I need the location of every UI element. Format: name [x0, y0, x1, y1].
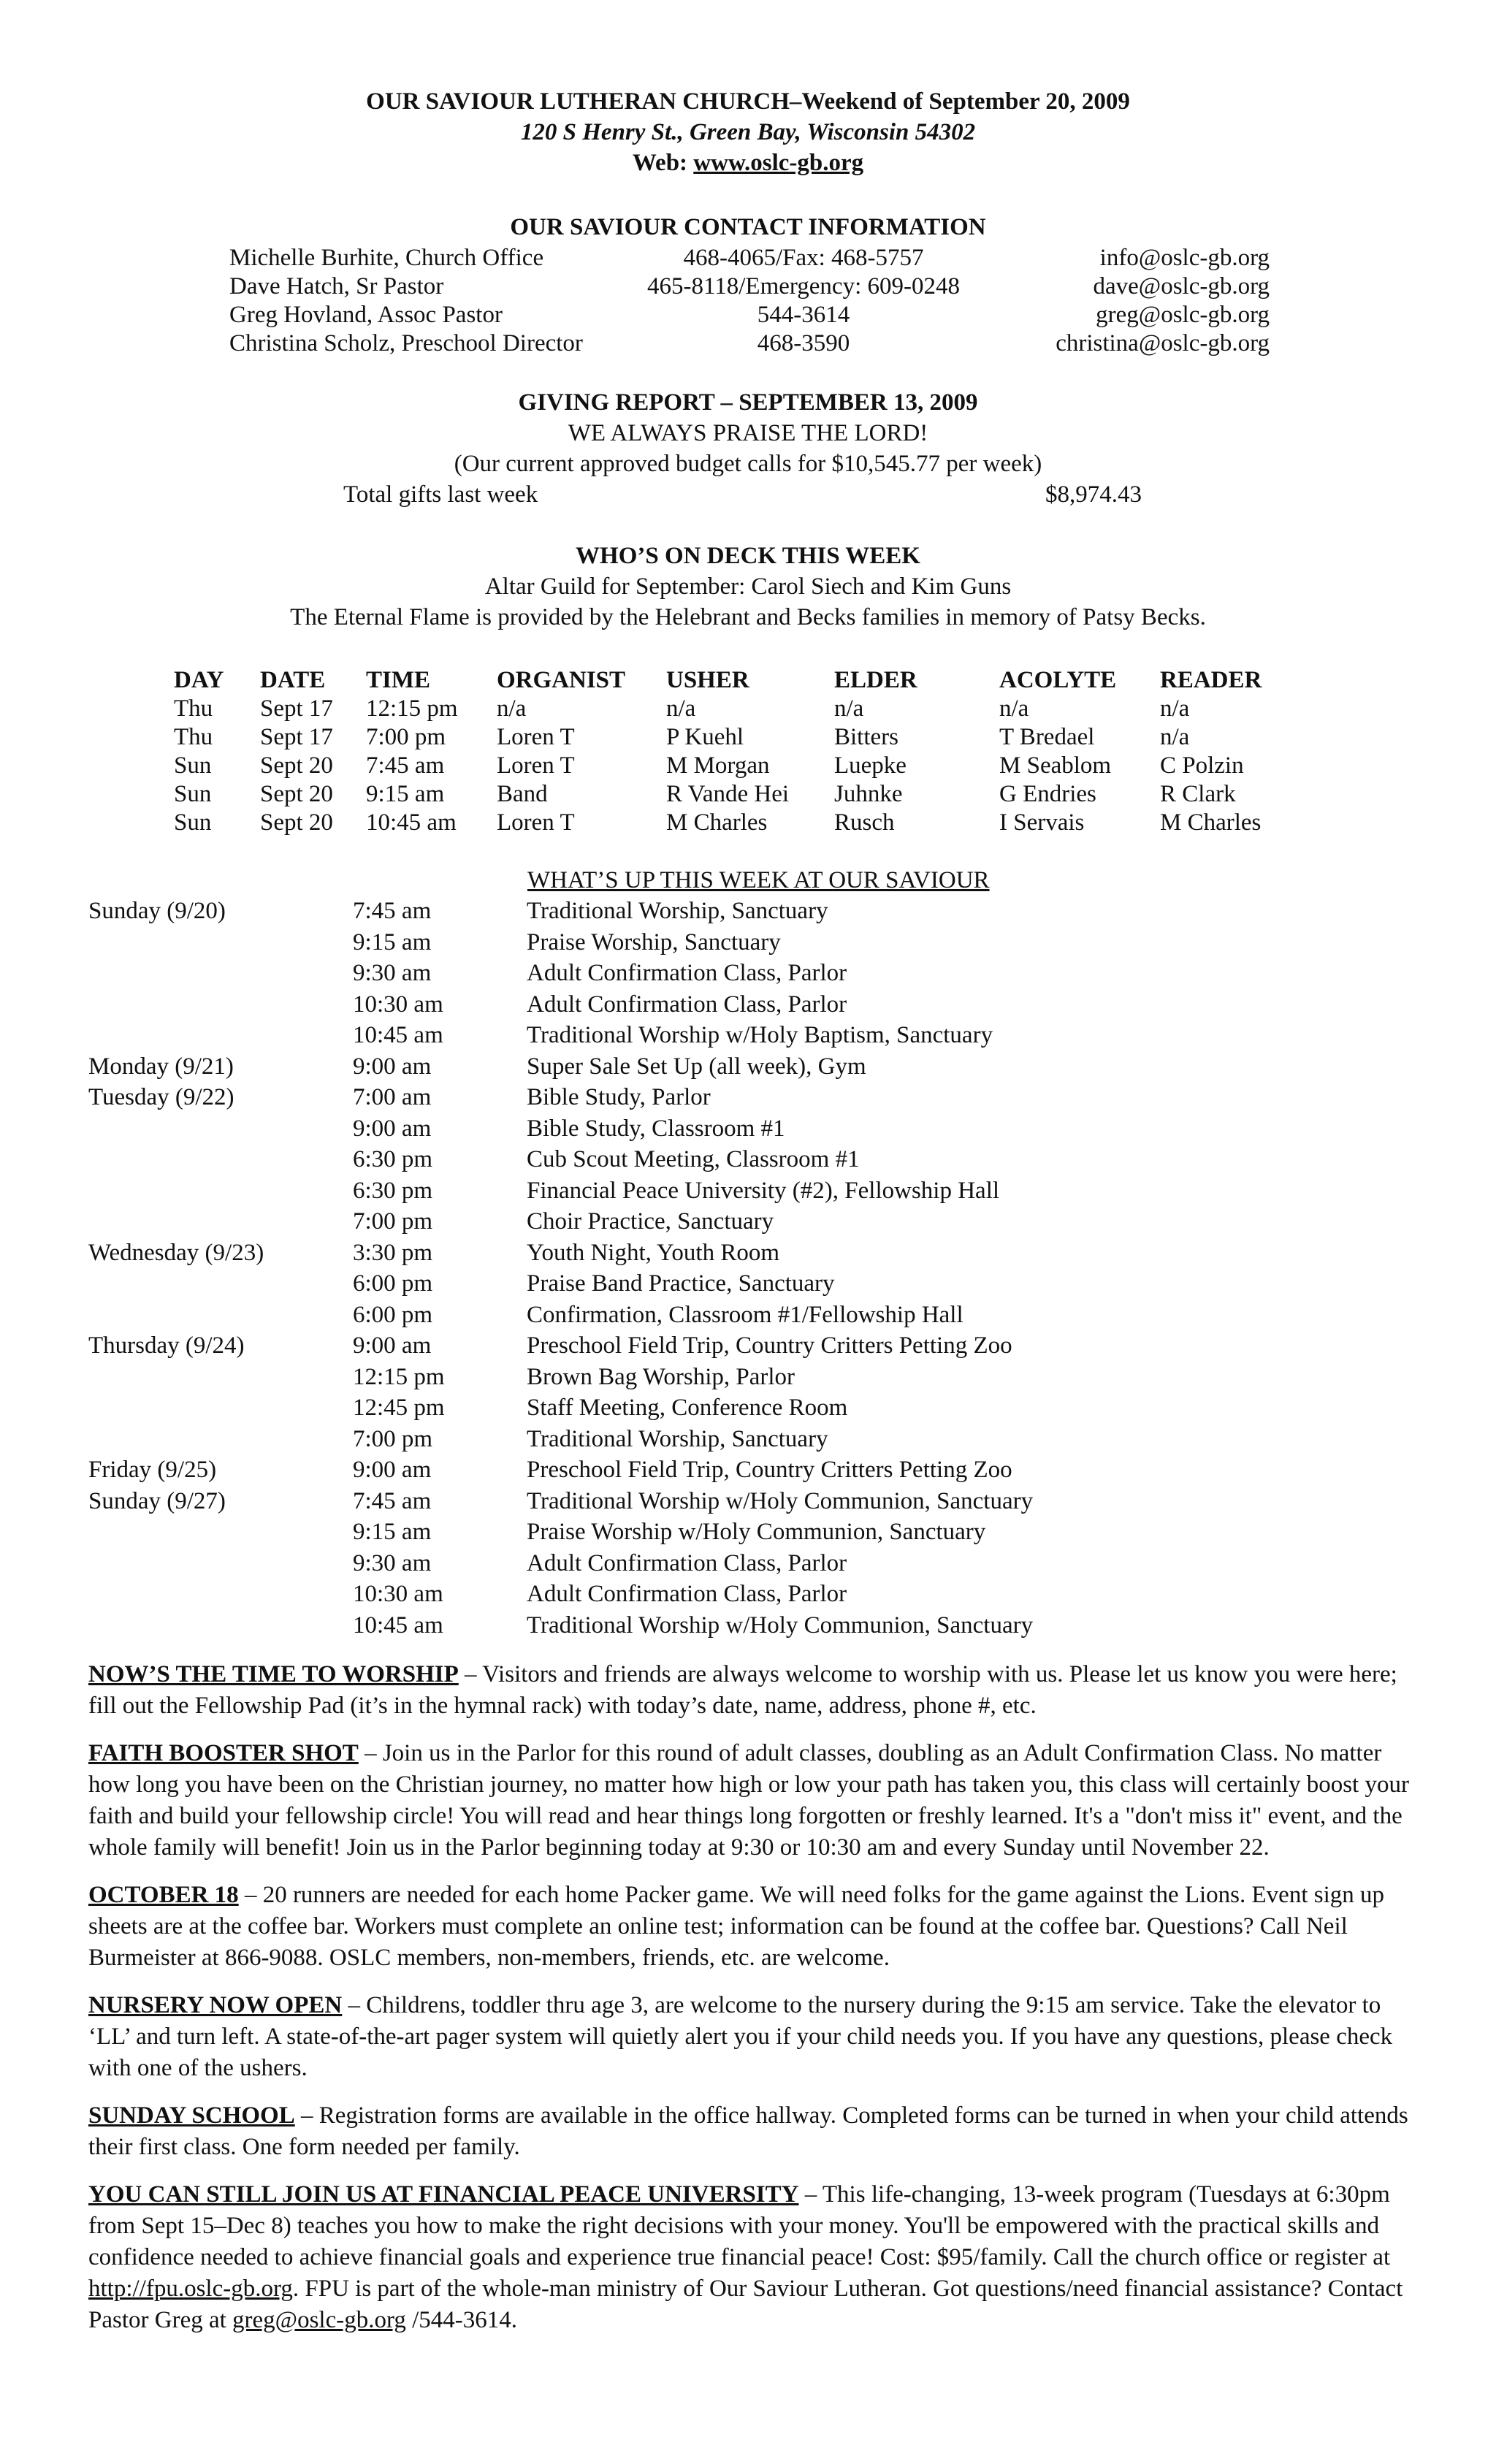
contact-name: Greg Hovland, Assoc Pastor: [229, 302, 503, 328]
schedule-time: 6:30 pm: [353, 1146, 433, 1172]
schedule-day: Sunday (9/20): [88, 898, 226, 924]
col-header: ACOLYTE: [999, 667, 1117, 693]
website-label: Web:: [632, 150, 694, 176]
contact-email[interactable]: dave@oslc-gb.org: [1093, 273, 1270, 300]
church-address: 120 S Henry St., Green Bay, Wisconsin 54302: [520, 119, 976, 145]
schedule-day: Wednesday (9/23): [88, 1239, 264, 1266]
schedule-time: 6:00 pm: [353, 1270, 433, 1297]
col-header: DAY: [174, 667, 224, 693]
fpu-link[interactable]: http://fpu.oslc-gb.org: [88, 2276, 293, 2302]
giving-title: GIVING REPORT – SEPTEMBER 13, 2009: [518, 389, 978, 416]
announcement-heading: SUNDAY SCHOOL: [88, 2102, 295, 2129]
schedule-time: 9:00 am: [353, 1115, 432, 1142]
announcement-october: [88, 1880, 1414, 1974]
contact-row: [0, 329, 1496, 358]
on-deck-section: [0, 541, 1496, 633]
table-cell: R Vande Hei: [666, 781, 790, 807]
col-header: READER: [1160, 667, 1262, 693]
announcement-body: – 20 runners are needed for each home Packer game. We will need folks for the game against the Lions. Event sign up sheets are at the coffee bar. Workers must complete an online test; information can be found at the coffee bar. Questions? Call Neil Burmeister at 866-9088. OSLC members, non-members, friends, etc. are welcome.: [88, 1882, 1384, 1971]
contact-section: [0, 212, 1496, 358]
schedule-time: 9:15 am: [353, 1519, 432, 1545]
table-cell: R Clark: [1160, 781, 1236, 807]
website-link[interactable]: www.oslc-gb.org: [693, 150, 864, 176]
pastor-email-link[interactable]: greg@oslc-gb.org: [232, 2307, 406, 2333]
eternal-flame: The Eternal Flame is provided by the Helebrant and Becks families in memory of Patsy Becks.: [290, 604, 1206, 630]
table-cell: Thu: [174, 695, 213, 722]
announcement-body: – Childrens, toddler thru age 3, are welcome to the nursery during the 9:15 am service. Take the elevator to ‘LL’ and turn left. A state-of-the-art pager system will quietly alert you if your child needs you. If you have any questions, please check with one of the ushers.: [88, 1992, 1393, 2081]
schedule-event: Bible Study, Classroom #1: [527, 1115, 785, 1142]
deck-title: WHO’S ON DECK THIS WEEK: [576, 543, 920, 569]
schedule-time: 9:00 am: [353, 1053, 432, 1080]
schedule-time: 9:00 am: [353, 1457, 432, 1483]
table-cell: Loren T: [497, 809, 575, 836]
contact-phone: 465-8118/Emergency: 609-0248: [646, 273, 960, 300]
table-cell: 7:45 am: [366, 752, 445, 779]
total-gifts-row: [0, 479, 1496, 510]
contact-name: Dave Hatch, Sr Pastor: [229, 273, 444, 300]
announcement-faith-booster: [88, 1738, 1414, 1864]
announcement-worship: [88, 1659, 1414, 1722]
schedule-time: 6:30 pm: [353, 1177, 433, 1204]
schedule-event: Preschool Field Trip, Country Critters Petting Zoo: [527, 1332, 1012, 1359]
schedule-event: Adult Confirmation Class, Parlor: [527, 1549, 847, 1576]
schedule-time: 10:45 am: [353, 1022, 443, 1048]
schedule-event: Staff Meeting, Conference Room: [527, 1395, 848, 1421]
contact-name: Michelle Burhite, Church Office: [229, 245, 544, 271]
contact-email[interactable]: christina@oslc-gb.org: [1056, 330, 1270, 356]
schedule-event: Praise Worship w/Holy Communion, Sanctuary: [527, 1519, 986, 1545]
table-cell: Bitters: [834, 724, 898, 750]
table-cell: Band: [497, 781, 548, 807]
schedule-time: 12:45 pm: [353, 1395, 445, 1421]
table-cell: Loren T: [497, 724, 575, 750]
giving-budget: (Our current approved budget calls for $10,545.77 per week): [454, 451, 1042, 477]
table-cell: Thu: [174, 724, 213, 750]
announcement-heading: NURSERY NOW OPEN: [88, 1992, 343, 2018]
table-cell: Sun: [174, 752, 212, 779]
announcement-sunday-school: [88, 2100, 1414, 2163]
schedule-event: Praise Band Practice, Sanctuary: [527, 1270, 835, 1297]
contact-phone: 468-3590: [757, 330, 850, 356]
table-cell: n/a: [834, 695, 864, 722]
contact-phone: 544-3614: [757, 302, 850, 328]
table-cell: Luepke: [834, 752, 907, 779]
table-cell: Sept 20: [260, 752, 333, 779]
contact-row: [0, 272, 1496, 301]
schedule-time: 7:45 am: [353, 1487, 432, 1514]
schedule-event: Choir Practice, Sanctuary: [527, 1208, 774, 1235]
contact-phone: 468-4065/Fax: 468-5757: [683, 245, 924, 271]
page-title: OUR SAVIOUR LUTHERAN CHURCH–Weekend of September 20, 2009: [366, 88, 1130, 115]
table-cell: Juhnke: [834, 781, 903, 807]
announcement-body: /544-3614.: [405, 2307, 518, 2333]
col-header: ORGANIST: [497, 667, 626, 693]
table-cell: T Bredael: [999, 724, 1095, 750]
announcement-heading: NOW’S THE TIME TO WORSHIP: [88, 1661, 459, 1687]
col-header: DATE: [260, 667, 326, 693]
schedule-time: 12:15 pm: [353, 1363, 445, 1390]
col-header: USHER: [666, 667, 749, 693]
table-cell: Sun: [174, 781, 212, 807]
announcements: [88, 1659, 1414, 2352]
schedule-time: 7:00 pm: [353, 1208, 433, 1235]
table-cell: M Morgan: [666, 752, 770, 779]
table-cell: n/a: [1160, 695, 1190, 722]
table-cell: n/a: [1160, 724, 1190, 750]
schedule-time: 10:45 am: [353, 1611, 443, 1639]
table-cell: 9:15 am: [366, 781, 445, 807]
schedule-time: 7:45 am: [353, 898, 432, 924]
table-cell: C Polzin: [1160, 752, 1244, 779]
schedule-event: Traditional Worship w/Holy Communion, Sanctuary: [527, 1611, 1034, 1639]
schedule-time: 9:30 am: [353, 1549, 432, 1576]
contact-title: OUR SAVIOUR CONTACT INFORMATION: [510, 214, 986, 240]
week-schedule-title: WHAT’S UP THIS WEEK AT OUR SAVIOUR: [527, 867, 990, 893]
table-cell: P Kuehl: [666, 724, 744, 750]
schedule-event: Confirmation, Classroom #1/Fellowship Hall: [527, 1301, 963, 1328]
schedule-event: Preschool Field Trip, Country Critters Petting Zoo: [527, 1457, 1012, 1483]
table-cell: n/a: [497, 695, 527, 722]
table-cell: M Seablom: [999, 752, 1112, 779]
announcement-body: – Visitors and friends are always welcome to worship with us. Please let us know you were here; fill out the Fellowship Pad (it’s in the hymnal rack) with today’s date, name, address, phone #, etc.: [88, 1661, 1397, 1719]
schedule-time: 9:15 am: [353, 928, 432, 956]
schedule-event: Super Sale Set Up (all week), Gym: [527, 1053, 866, 1080]
table-cell: G Endries: [999, 781, 1096, 807]
schedule-event: Brown Bag Worship, Parlor: [527, 1363, 795, 1390]
table-cell: 10:45 am: [366, 809, 457, 836]
contact-email[interactable]: greg@oslc-gb.org: [1096, 302, 1270, 328]
table-cell: Sept 17: [260, 724, 333, 750]
schedule-event: Traditional Worship, Sanctuary: [527, 898, 828, 924]
total-gifts-label: Total gifts last week: [343, 481, 538, 508]
announcement-nursery: [88, 1990, 1414, 2084]
schedule-event: Bible Study, Parlor: [527, 1084, 711, 1110]
altar-guild: Altar Guild for September: Carol Siech and Kim Guns: [484, 573, 1012, 600]
schedule-day: Monday (9/21): [88, 1053, 234, 1080]
table-cell: I Servais: [999, 809, 1085, 836]
schedule-day: Sunday (9/27): [88, 1487, 226, 1514]
table-cell: n/a: [666, 695, 696, 722]
schedule-time: 9:00 am: [353, 1332, 432, 1359]
schedule-event: Youth Night, Youth Room: [527, 1239, 780, 1266]
contact-name: Christina Scholz, Preschool Director: [229, 330, 583, 356]
col-header: TIME: [366, 667, 431, 693]
schedule-event: Adult Confirmation Class, Parlor: [527, 1581, 847, 1607]
schedule-event: Traditional Worship w/Holy Baptism, Sanctuary: [527, 1022, 993, 1048]
table-cell: n/a: [999, 695, 1029, 722]
contact-row: [0, 244, 1496, 272]
announcement-heading: FAITH BOOSTER SHOT: [88, 1740, 359, 1766]
schedule-time: 3:30 pm: [353, 1239, 433, 1266]
announcement-body: . FPU is part of the whole-man ministry of Our Saviour Lutheran. Got questions/need financial assistance? Contact Pastor Greg at: [88, 2276, 1403, 2333]
bulletin-header: [0, 86, 1496, 178]
schedule-day: Tuesday (9/22): [88, 1084, 234, 1110]
table-cell: Sun: [174, 809, 212, 836]
giving-report: [0, 387, 1496, 510]
schedule-day: Friday (9/25): [88, 1457, 217, 1483]
schedule-time: 10:30 am: [353, 1581, 443, 1607]
website-line: [0, 148, 1496, 178]
table-cell: M Charles: [1160, 809, 1262, 836]
schedule-event: Financial Peace University (#2), Fellowship Hall: [527, 1177, 1000, 1204]
schedule-event: Traditional Worship, Sanctuary: [527, 1425, 828, 1452]
announcement-body: – This life-changing, 13-week program (Tuesdays at 6:30pm from Sept 15–Dec 8) teaches you how to make the right decisions with your money. You'll be empowered with the practical skills and confidence needed to achieve financial goals and experience true financial peace! Cost: $95/family. Call the church office or register at: [88, 2181, 1391, 2270]
schedule-event: Adult Confirmation Class, Parlor: [527, 960, 847, 986]
table-cell: 7:00 pm: [366, 724, 446, 750]
announcement-heading: OCTOBER 18: [88, 1882, 239, 1908]
schedule-event: Adult Confirmation Class, Parlor: [527, 991, 847, 1018]
announcement-fpu: [88, 2179, 1414, 2336]
contact-email[interactable]: info@oslc-gb.org: [1099, 245, 1270, 271]
schedule-day: Thursday (9/24): [88, 1332, 245, 1359]
table-cell: Loren T: [497, 752, 575, 779]
announcement-body: – Join us in the Parlor for this round of adult classes, doubling as an Adult Confirmation Class. No matter how long you have been on the Christian journey, no matter how high or low your path has taken you, this class will certainly boost your faith and build your fellowship circle! You will read and hear things long forgotten or freshly learned. It's a "don't miss it" event, and the whole family will benefit! Join us in the Parlor beginning today at 9:30 or 10:30 am and every Sunday until November 22.: [88, 1740, 1409, 1861]
schedule-time: 7:00 pm: [353, 1425, 433, 1452]
table-cell: 12:15 pm: [366, 695, 458, 722]
announcement-body: – Registration forms are available in the office hallway. Completed forms can be turned in when your child attends their first class. One form needed per family.: [88, 2102, 1408, 2160]
schedule-time: 6:00 pm: [353, 1301, 433, 1328]
table-cell: M Charles: [666, 809, 768, 836]
schedule-event: Cub Scout Meeting, Classroom #1: [527, 1146, 860, 1172]
total-gifts-amount: $8,974.43: [1045, 481, 1142, 508]
col-header: ELDER: [834, 667, 917, 693]
announcement-heading: YOU CAN STILL JOIN US AT FINANCIAL PEACE UNIVERSITY: [88, 2181, 799, 2208]
table-cell: Sept 17: [260, 695, 333, 722]
schedule-event: Praise Worship, Sanctuary: [527, 928, 781, 956]
schedule-time: 10:30 am: [353, 991, 443, 1018]
table-cell: Rusch: [834, 809, 895, 836]
table-cell: Sept 20: [260, 781, 333, 807]
giving-praise: WE ALWAYS PRAISE THE LORD!: [568, 420, 928, 446]
table-cell: Sept 20: [260, 809, 333, 836]
schedule-time: 9:30 am: [353, 960, 432, 986]
contact-row: [0, 301, 1496, 329]
schedule-event: Traditional Worship w/Holy Communion, Sanctuary: [527, 1487, 1034, 1514]
schedule-time: 7:00 am: [353, 1084, 432, 1110]
